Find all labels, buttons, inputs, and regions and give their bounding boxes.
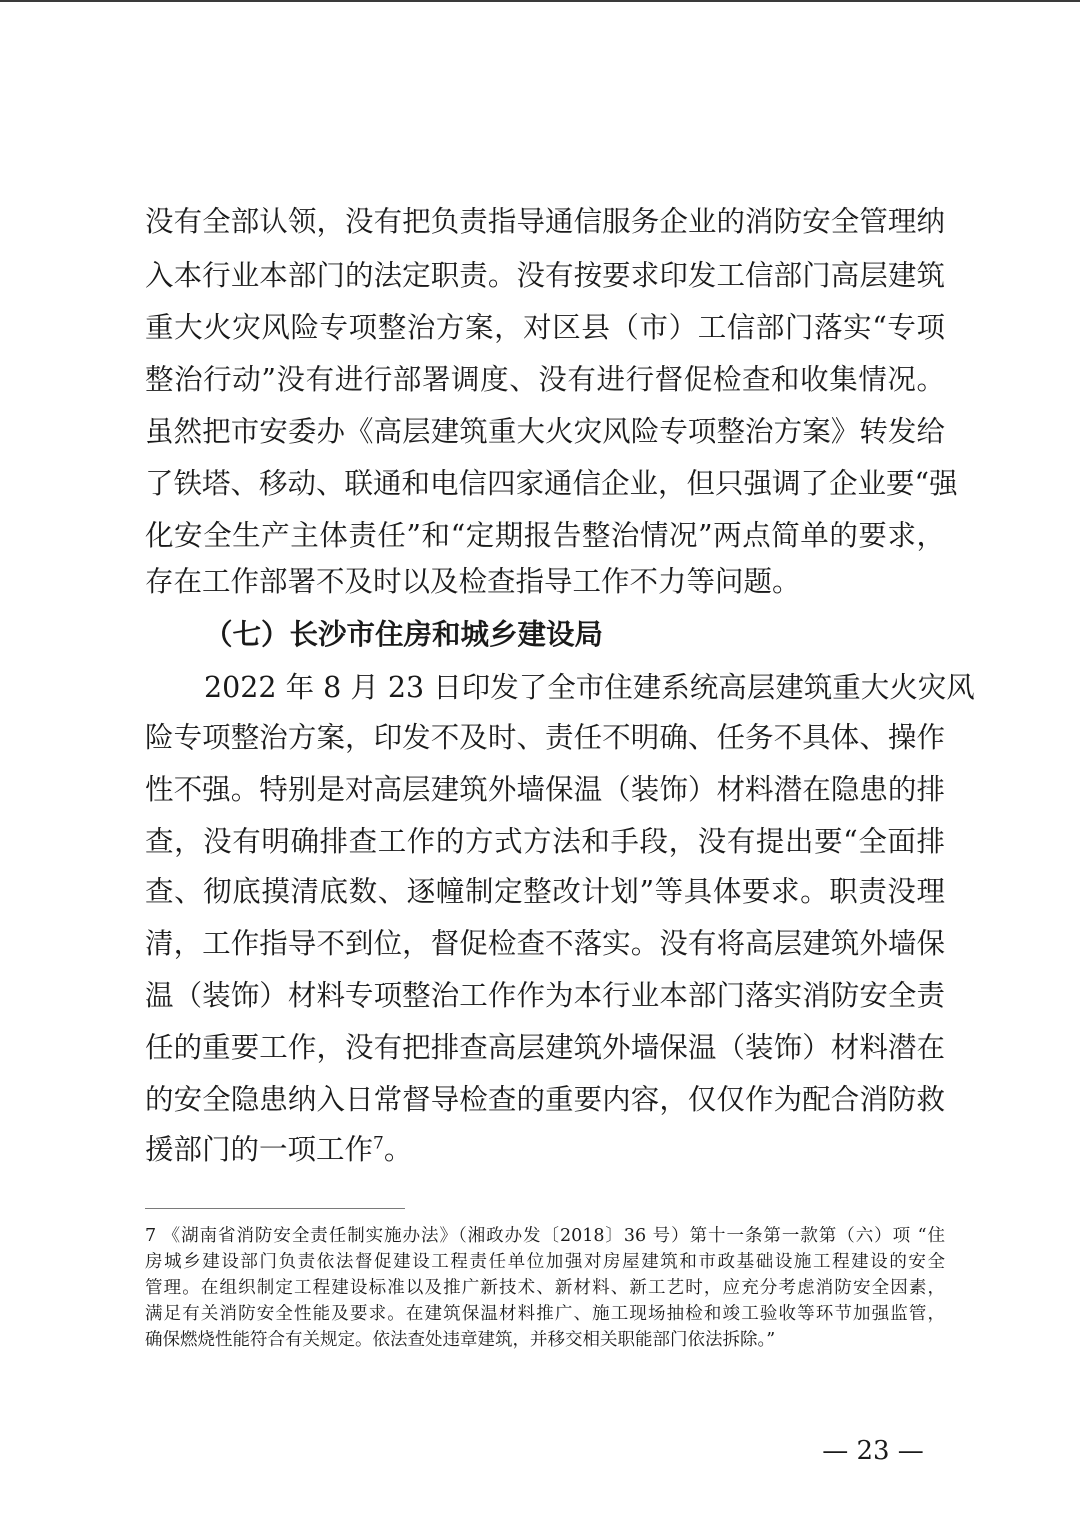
- footnote-line-2: 房城乡建设部门负责依法督促建设工程责任单位加强对房屋建筑和市政基础设施工程建设的安全: [145, 1252, 945, 1272]
- paragraph-1-line-3: 重大火灾风险专项整治方案，对区县（市）工信部门落实“专项: [145, 311, 945, 344]
- paragraph-2-line-8: 任的重要工作，没有把排查高层建筑外墙保温（装饰）材料潜在: [145, 1031, 945, 1064]
- paragraph-1-line-1: 没有全部认领，没有把负责指导通信服务企业的消防安全管理纳: [145, 205, 945, 238]
- paragraph-2-line-4: 查，没有明确排查工作的方式方法和手段，没有提出要“全面排: [145, 825, 945, 858]
- footnote-reference[interactable]: 7: [373, 1133, 384, 1154]
- footnote-line-5: 确保燃烧性能符合有关规定。依法查处违章建筑，并移交相关职能部门依法拆除。”: [145, 1330, 776, 1350]
- paragraph-1-line-5: 虽然把市安委办《高层建筑重大火灾风险专项整治方案》转发给: [145, 415, 945, 448]
- paragraph-2-line-10: [145, 1130, 945, 1170]
- paragraph-2-line-3: 性不强。特别是对高层建筑外墙保温（装饰）材料潜在隐患的排: [145, 773, 945, 806]
- paragraph-2-line-1: 2022 年 8 月 23 日印发了全市住建系统高层建筑重大火灾风: [204, 671, 975, 704]
- paragraph-2-line-2: 险专项整治方案，印发不及时、责任不明确、任务不具体、操作: [145, 721, 945, 754]
- final-period: 。: [383, 1133, 413, 1166]
- paragraph-2-line-9: 的安全隐患纳入日常督导检查的重要内容，仅仅作为配合消防救: [145, 1083, 945, 1116]
- footnote-line-1: 7 《湖南省消防安全责任制实施办法》（湘政办发〔2018〕36 号）第十一条第一款第（六）项 “住: [145, 1226, 945, 1246]
- paragraph-1-line-6: 了铁塔、移动、联通和电信四家通信企业，但只强调了企业要“强: [145, 467, 958, 500]
- paragraph-2-line-6: 清，工作指导不到位，督促检查不落实。没有将高层建筑外墙保: [145, 927, 945, 960]
- footnote-line-3: 管理。在组织制定工程建设标准以及推广新技术、新材料、新工艺时，应充分考虑消防安全因素，: [145, 1278, 945, 1298]
- paragraph-2-line-10-text: 援部门的一项工作: [145, 1133, 374, 1166]
- paragraph-1-line-7: 化安全生产主体责任”和“定期报告整治情况”两点简单的要求，: [145, 519, 945, 552]
- page-number: — 23 —: [822, 1436, 924, 1466]
- top-border-line: [0, 0, 1080, 2]
- paragraph-2-line-5: 查、彻底摸清底数、逐幢制定整改计划”等具体要求。职责没理: [145, 875, 945, 908]
- footnote-line-4: 满足有关消防安全性能及要求。在建筑保温材料推广、施工现场抽检和竣工验收等环节加强监管，: [145, 1304, 945, 1324]
- footnote-separator: [145, 1208, 405, 1209]
- paragraph-1-line-2: 入本行业本部门的法定职责。没有按要求印发工信部门高层建筑: [145, 259, 945, 292]
- paragraph-2-line-7: 温（装饰）材料专项整治工作作为本行业本部门落实消防安全责: [145, 979, 945, 1012]
- section-heading: （七）长沙市住房和城乡建设局: [204, 617, 604, 651]
- paragraph-1-line-8: 存在工作部署不及时以及检查指导工作不力等问题。: [145, 565, 801, 598]
- paragraph-1-line-4: 整治行动”没有进行部署调度、没有进行督促检查和收集情况。: [145, 363, 945, 396]
